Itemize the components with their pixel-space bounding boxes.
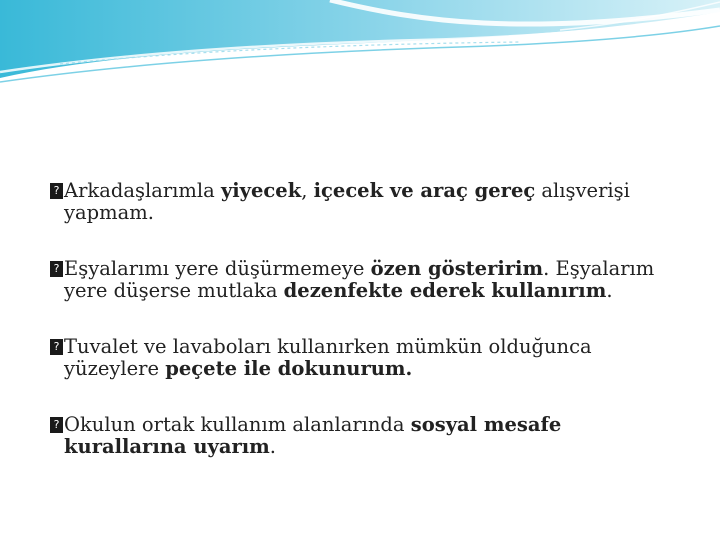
bullet-text-bold: dezenfekte ederek kullanırım xyxy=(283,279,607,302)
bullet-text-bold: yiyecek xyxy=(220,179,302,202)
bullet-text-line xyxy=(50,280,690,302)
bullet-text-bold: özen gösteririm xyxy=(370,257,544,280)
bullet-text: Eşyalarımı yere düşürmemeye xyxy=(64,257,371,280)
bullet-glyph-icon: ? xyxy=(50,261,63,277)
bullet-text-line xyxy=(50,436,690,458)
header-wave-decoration xyxy=(0,0,720,90)
bullet-text-bold: peçete ile dokunurum. xyxy=(165,357,413,380)
bullet-text: alışverişi xyxy=(535,179,630,202)
bullet-text: Arkadaşlarımla xyxy=(64,179,221,202)
slide-content xyxy=(50,180,690,492)
bullet-text-line xyxy=(50,336,690,358)
bullet-item xyxy=(50,414,690,458)
bullet-text: . xyxy=(606,279,613,302)
bullet-text-bold: içecek ve araç gereç xyxy=(313,179,536,202)
bullet-glyph-icon: ? xyxy=(50,183,63,199)
bullet-text: yüzeylere xyxy=(64,357,166,380)
bullet-text: Okulun ortak kullanım alanlarında xyxy=(64,413,411,436)
bullet-text: yere düşerse mutlaka xyxy=(64,279,284,302)
bullet-item xyxy=(50,180,690,224)
bullet-text: , xyxy=(301,179,314,202)
bullet-text-bold: sosyal mesafe xyxy=(410,413,562,436)
bullet-item xyxy=(50,258,690,302)
bullet-text-line xyxy=(50,180,690,202)
bullet-text: yapmam. xyxy=(64,201,154,224)
bullet-text-line xyxy=(50,358,690,380)
bullet-text: . Eşyalarım xyxy=(543,257,655,280)
bullet-item xyxy=(50,336,690,380)
bullet-glyph-icon: ? xyxy=(50,339,63,355)
bullet-text-line xyxy=(50,414,690,436)
bullet-text-line xyxy=(50,202,690,224)
bullet-text: Tuvalet ve lavaboları kullanırken mümkün olduğunca xyxy=(64,335,592,358)
bullet-text-bold: kurallarına uyarım xyxy=(64,435,270,458)
bullet-text: . xyxy=(269,435,276,458)
bullet-glyph-icon: ? xyxy=(50,417,63,433)
bullet-text-line xyxy=(50,258,690,280)
